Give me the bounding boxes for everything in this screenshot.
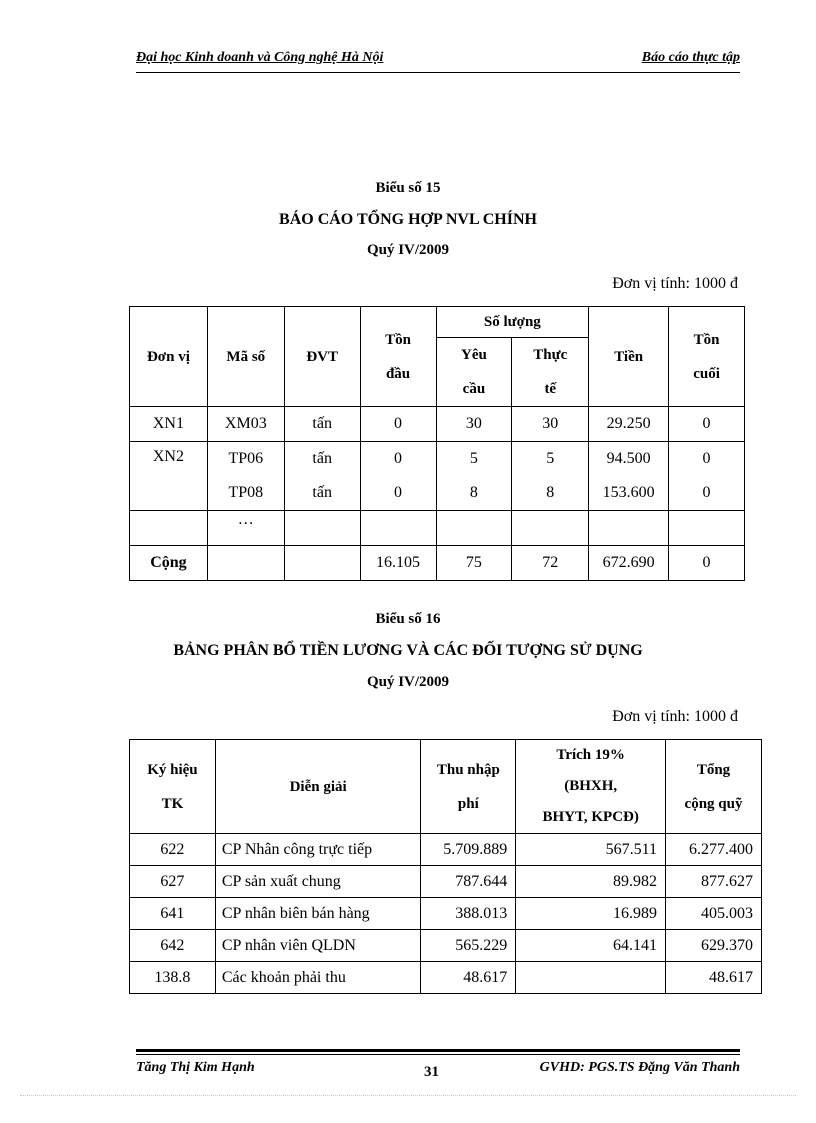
header-ton-cuoi	[669, 307, 745, 407]
header-trich-line1: Trích 19%	[556, 747, 625, 763]
table-row	[130, 930, 762, 962]
header-so-luong: Số lượng	[436, 307, 589, 338]
header-ma-so: Mã số	[207, 307, 284, 407]
header-trich	[516, 740, 666, 834]
form15-title: BÁO CÁO TỔNG HỢP NVL CHÍNH	[279, 211, 537, 228]
cell-tk: 627	[130, 866, 216, 898]
header-ton-cuoi-line2: cuối	[693, 365, 720, 382]
cell-dien-giai: CP Nhân công trực tiếp	[215, 834, 421, 866]
footer-student: Tăng Thị Kim Hạnh	[136, 1060, 255, 1075]
cell-don-vi: XN1	[130, 407, 208, 442]
header-ky-hieu-line1: Ký hiệu	[147, 761, 198, 778]
cell-ton-cuoi	[669, 511, 745, 546]
table-row	[130, 834, 762, 866]
header-ky-hieu	[130, 740, 216, 834]
header-trich-line3: BHYT, KPCĐ)	[542, 809, 639, 825]
cell-tk: 642	[130, 930, 216, 962]
cell-total-label: Cộng	[130, 546, 208, 581]
cell-total-ton-dau: 16.105	[360, 546, 436, 581]
cell-trich: 567.511	[516, 834, 666, 866]
cell-tk: 138.8	[130, 962, 216, 994]
cell-ma-so-1: TP06	[228, 450, 264, 467]
cell-empty	[207, 546, 284, 581]
cell-dvt	[284, 511, 360, 546]
cell-ma-so: XM03	[207, 407, 284, 442]
table-row	[130, 866, 762, 898]
table-row	[130, 407, 745, 442]
form16-table	[129, 739, 762, 994]
header-tong-line2: cộng quỹ	[684, 795, 743, 812]
header-thuc-te	[512, 338, 589, 407]
cell-ton-dau: 0	[360, 407, 436, 442]
footer-rule-thick	[136, 1049, 740, 1052]
table-row	[130, 962, 762, 994]
cell-dvt	[284, 442, 360, 511]
cell-tong: 48.617	[666, 962, 762, 994]
table-row	[130, 442, 745, 511]
header-university: Đại học Kinh doanh và Công nghệ Hà Nội	[136, 50, 384, 65]
cell-dvt: tấn	[284, 407, 360, 442]
cell-thu-nhap: 48.617	[421, 962, 516, 994]
form15-unit: Đơn vị tính: 1000 đ	[612, 275, 738, 292]
cell-tong: 877.627	[666, 866, 762, 898]
header-ky-hieu-line2: TK	[161, 795, 184, 812]
cell-thu-nhap: 787.644	[421, 866, 516, 898]
cell-tong: 6.277.400	[666, 834, 762, 866]
header-tien: Tiền	[589, 307, 669, 407]
cell-yeu-cau-2: 8	[469, 484, 478, 501]
cell-ton-dau	[360, 442, 436, 511]
cell-tien	[589, 511, 669, 546]
header-ton-cuoi-line1: Tồn	[693, 331, 720, 348]
header-dien-giai: Diễn giải	[215, 740, 421, 834]
cell-total-ton-cuoi: 0	[669, 546, 745, 581]
total-row	[130, 546, 745, 581]
cell-ton-cuoi	[669, 442, 745, 511]
page-number: 31	[424, 1064, 439, 1080]
header-thu-nhap	[421, 740, 516, 834]
cell-ton-dau-1: 0	[394, 450, 403, 467]
header-trich-line2: (BHXH,	[564, 778, 618, 794]
cell-thuc-te-1: 5	[546, 450, 555, 467]
cell-empty	[284, 546, 360, 581]
form15-period: Quý IV/2009	[366, 242, 450, 258]
cell-ton-cuoi-1: 0	[702, 450, 711, 467]
form16-period: Quý IV/2009	[366, 674, 450, 690]
cell-tk: 622	[130, 834, 216, 866]
page-bottom-divider	[20, 1095, 796, 1096]
cell-thuc-te-2: 8	[546, 484, 555, 501]
header-thu-nhap-line1: Thu nhập	[436, 761, 500, 778]
cell-ma-so	[207, 442, 284, 511]
cell-thuc-te: 30	[512, 407, 589, 442]
header-thu-nhap-line2: phí	[457, 795, 479, 812]
header-ton-dau	[360, 307, 436, 407]
header-yeu-cau-line2: cầu	[462, 381, 486, 397]
cell-yeu-cau-1: 5	[469, 450, 478, 467]
cell-ton-dau-2: 0	[394, 484, 403, 501]
cell-tong: 405.003	[666, 898, 762, 930]
cell-ma-so: …	[207, 511, 284, 546]
header-ton-dau-line2: đầu	[385, 365, 411, 382]
form16-title: BẢNG PHÂN BỔ TIỀN LƯƠNG VÀ CÁC ĐỐI TƯỢNG SỬ DỤNG	[173, 642, 643, 659]
cell-trich: 64.141	[516, 930, 666, 962]
header-dvt: ĐVT	[284, 307, 360, 407]
cell-thu-nhap: 565.229	[421, 930, 516, 962]
cell-dien-giai: CP nhân viên QLDN	[215, 930, 421, 962]
form15-label: Biểu số 15	[375, 180, 441, 196]
header-thuc-te-line2: tế	[544, 381, 557, 397]
cell-dien-giai: Các khoản phải thu	[215, 962, 421, 994]
cell-dien-giai: CP sản xuất chung	[215, 866, 421, 898]
cell-tien	[589, 442, 669, 511]
header-report-type: Báo cáo thực tập	[641, 50, 740, 65]
cell-ton-cuoi: 0	[669, 407, 745, 442]
footer-rule-thin	[136, 1054, 740, 1055]
page-header	[136, 50, 740, 70]
table-row	[130, 511, 745, 546]
header-thuc-te-line1: Thực	[533, 347, 568, 363]
cell-ton-dau	[360, 511, 436, 546]
table-row	[130, 898, 762, 930]
header-tong	[666, 740, 762, 834]
cell-yeu-cau: 30	[436, 407, 512, 442]
header-ton-dau-line1: Tồn	[385, 331, 411, 348]
cell-tk: 641	[130, 898, 216, 930]
cell-tong: 629.370	[666, 930, 762, 962]
cell-dvt-2: tấn	[312, 484, 332, 501]
header-don-vi: Đơn vị	[130, 307, 208, 407]
header-yeu-cau	[436, 338, 512, 407]
form15-table	[129, 306, 745, 581]
cell-tien-1: 94.500	[606, 450, 651, 467]
cell-don-vi	[130, 511, 208, 546]
cell-total-yeu-cau: 75	[436, 546, 512, 581]
header-tong-line1: Tổng	[696, 761, 731, 778]
cell-tien: 29.250	[589, 407, 669, 442]
cell-tien-2: 153.600	[602, 484, 655, 501]
cell-thuc-te	[512, 511, 589, 546]
form16-unit: Đơn vị tính: 1000 đ	[612, 708, 738, 725]
form16-label: Biểu số 16	[375, 611, 441, 627]
cell-yeu-cau	[436, 511, 512, 546]
cell-dvt-1: tấn	[312, 450, 332, 467]
cell-trich: 89.982	[516, 866, 666, 898]
header-rule	[136, 72, 740, 73]
cell-yeu-cau	[436, 442, 512, 511]
footer-supervisor: GVHD: PGS.TS Đặng Văn Thanh	[539, 1060, 740, 1075]
cell-trich	[516, 962, 666, 994]
cell-total-tien: 672.690	[589, 546, 669, 581]
cell-dien-giai: CP nhân biên bán hàng	[215, 898, 421, 930]
page-footer	[136, 1060, 740, 1082]
cell-ma-so-2: TP08	[228, 484, 264, 501]
cell-thuc-te	[512, 442, 589, 511]
cell-ton-cuoi-2: 0	[702, 484, 711, 501]
cell-thu-nhap: 5.709.889	[421, 834, 516, 866]
cell-don-vi: XN2	[130, 442, 208, 511]
cell-thu-nhap: 388.013	[421, 898, 516, 930]
header-yeu-cau-line1: Yêu	[461, 347, 487, 363]
cell-total-thuc-te: 72	[512, 546, 589, 581]
cell-trich: 16.989	[516, 898, 666, 930]
